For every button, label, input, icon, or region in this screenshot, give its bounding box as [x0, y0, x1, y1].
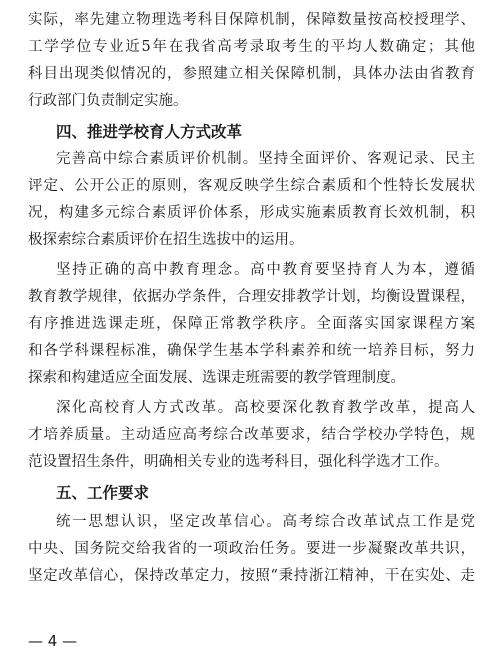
text-line: 有序推进选课走班，保障正常教学秩序。全面落实国家课程方案 — [28, 316, 475, 332]
text-line: 才培养质量。主动适应高考综合改革要求，结合学校办学特色，规 — [28, 427, 475, 443]
text-line: 科目出现类似情况的，参照建立相关保障机制，具体办法由省教育 — [28, 66, 475, 82]
text-line: 和各学科课程标准，确保学生基本学科素养和统一培养目标，努力 — [28, 343, 475, 359]
text-line: 完善高中综合素质评价机制。坚持全面评价、客观记录、民主 — [56, 151, 475, 167]
text-line: 评定、公开公正的原则，客观反映学生综合素质和个性特长发展状 — [28, 178, 475, 194]
text-line: 实际，率先建立物理选考科目保障机制，保障数量按高校授理学、 — [28, 12, 475, 28]
text-line: 工学学位专业近5年在我省高考录取考生的平均人数确定；其他 — [28, 39, 475, 55]
text-line: 范设置招生条件，明确相关专业的选考科目，强化科学选才工作。 — [28, 454, 449, 470]
text-line: 行政部门负责制定实施。 — [28, 93, 188, 109]
text-line: 极探索综合素质评价在招生选拔中的运用。 — [28, 232, 304, 248]
text-line: 教育教学规律，依据办学条件，合理安排教学计划，均衡设置课程， — [28, 289, 475, 305]
text-line: 中央、国务院交给我省的一项政治任务。要进一步凝聚改革共识， — [28, 541, 475, 557]
text-line: 坚持正确的高中教育理念。高中教育要坚持育人为本，遵循 — [56, 262, 475, 278]
page-number: — 4 — — [28, 632, 78, 650]
text-line: 探索和构建适应全面发展、选课走班需要的教学管理制度。 — [28, 370, 405, 386]
text-line: 深化高校育人方式改革。高校要深化教育教学改革，提高人 — [56, 400, 475, 416]
text-line: 况，构建多元综合素质评价体系，形成实施素质教育长效机制，积 — [28, 205, 475, 221]
section-heading-5: 五、工作要求 — [56, 484, 150, 502]
section-heading-4: 四、推进学校育人方式改革 — [56, 123, 243, 141]
text-line: 坚定改革信心，保持改革定力，按照“秉持浙江精神，干在实处、走 — [28, 568, 475, 584]
text-line: 统一思想认识，坚定改革信心。高考综合改革试点工作是党 — [56, 514, 475, 530]
